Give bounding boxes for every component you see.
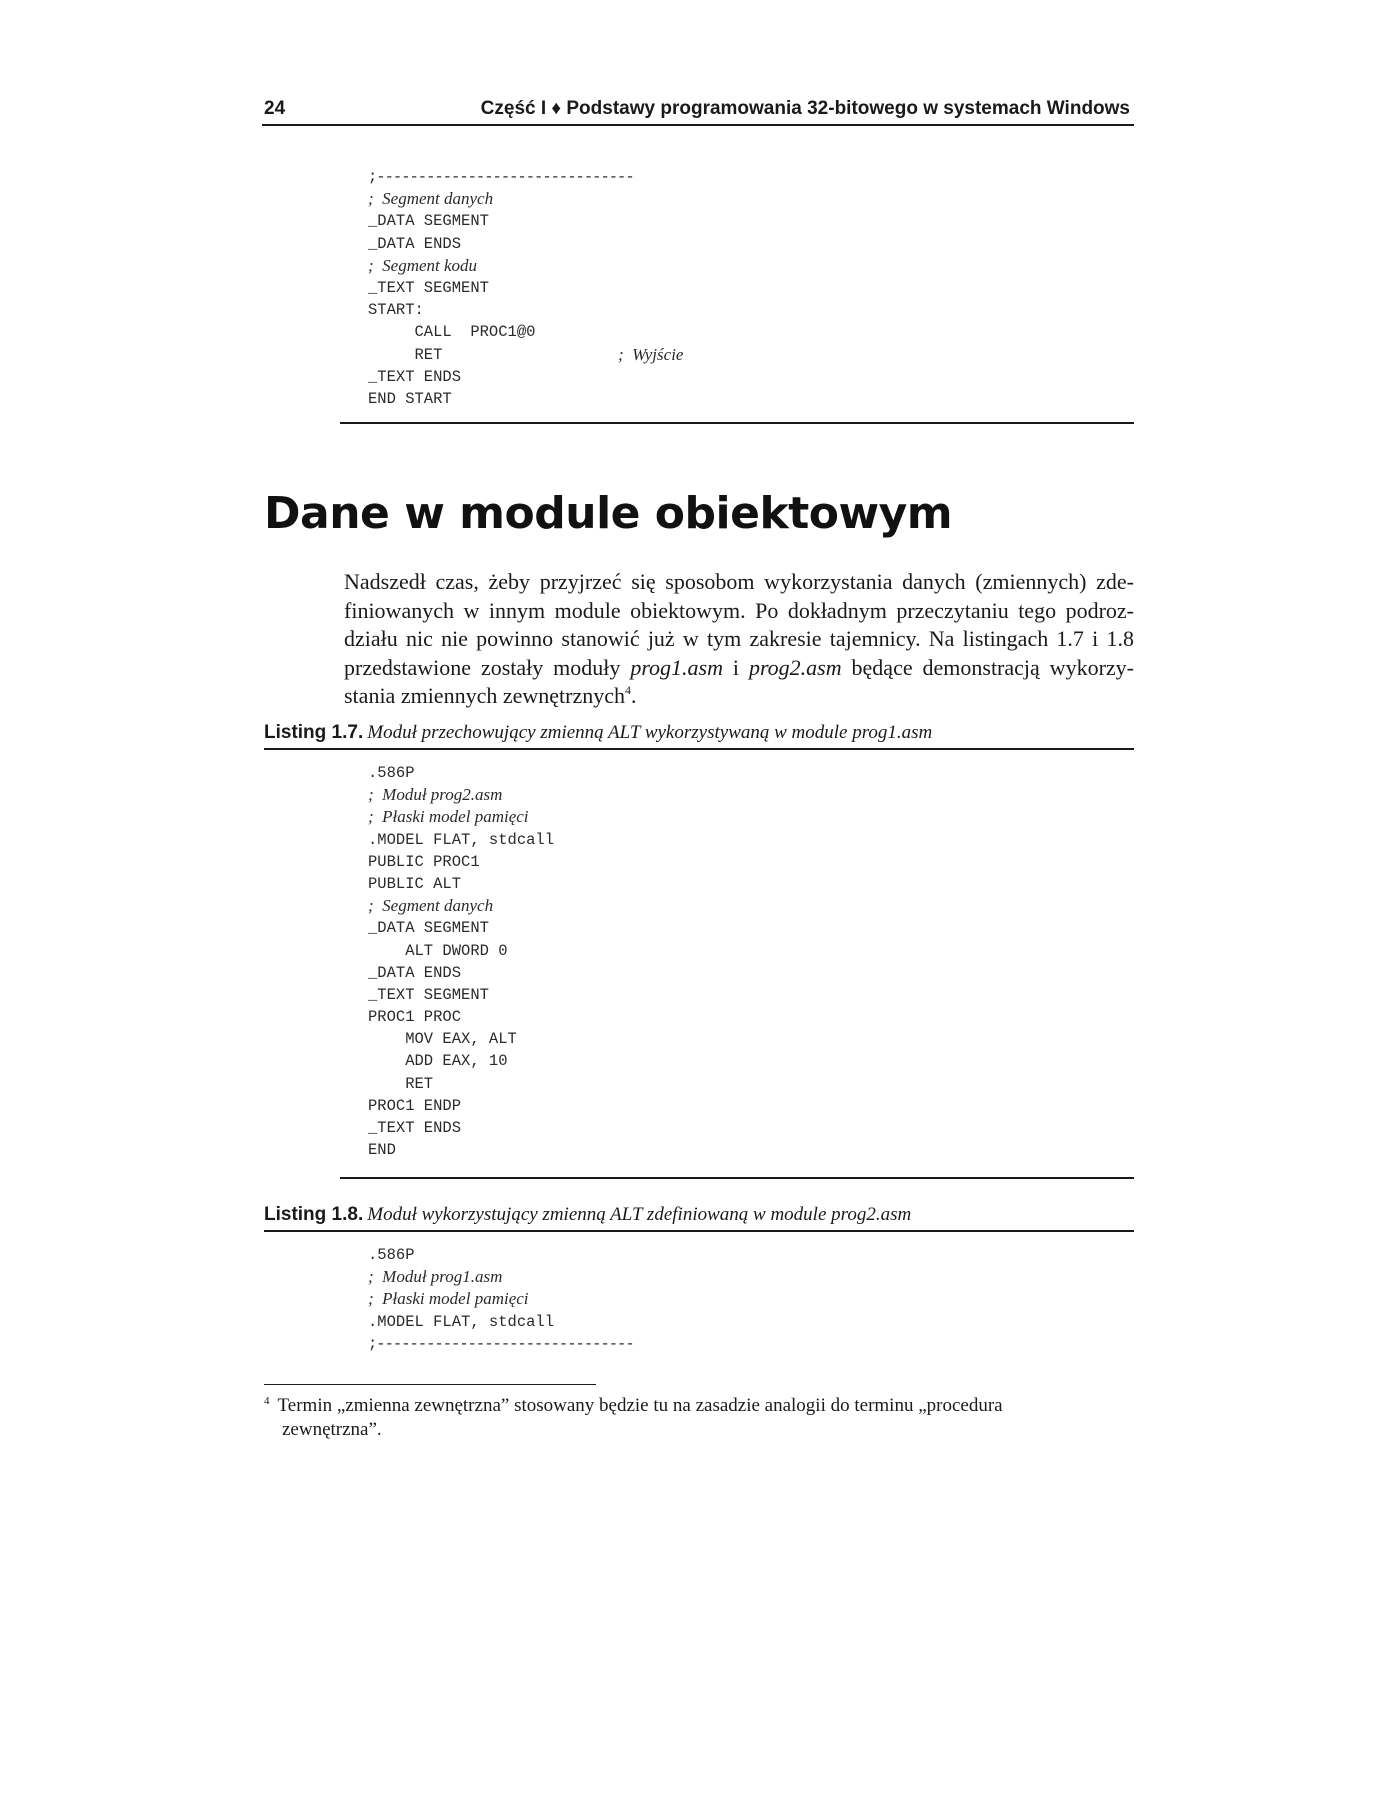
code-line: PROC1 ENDP <box>368 1096 462 1115</box>
code-line: PUBLIC ALT <box>368 874 462 893</box>
footnote-text: Termin „zmienna zewnętrzna” stosowany będzie tu na zasadzie analogii do terminu „procedura <box>277 1395 1003 1416</box>
code-line: _TEXT SEGMENT <box>368 985 489 1004</box>
code-line: ;------------------------------- <box>368 1334 634 1353</box>
code-listing-1-8 <box>368 1244 634 1355</box>
listing-label: Listing 1.8. <box>264 1204 364 1225</box>
footnote-rule <box>264 1384 596 1385</box>
page-number: 24 <box>264 98 286 119</box>
paragraph-line <box>344 682 1134 711</box>
code-comment-line: ; Segment kodu <box>368 255 478 275</box>
paragraph-line: Nadszedł czas, żeby przyjrzeć się sposobom wykorzystania danych (zmiennych) zde- <box>344 569 1134 594</box>
code-line: _TEXT SEGMENT <box>368 278 489 297</box>
code-line: _DATA SEGMENT <box>368 919 489 938</box>
code-line: END <box>368 1141 396 1160</box>
code-line: .MODEL FLAT, stdcall <box>368 1312 555 1331</box>
code-line: _DATA SEGMENT <box>368 212 489 231</box>
code-line: .586P <box>368 1246 415 1264</box>
running-header <box>262 96 1134 126</box>
code-line: _TEXT ENDS <box>368 1119 462 1137</box>
code-line: ADD EAX, 10 <box>368 1052 508 1071</box>
code-line: MOV EAX, ALT <box>368 1030 517 1049</box>
code-line <box>368 344 684 366</box>
listing-caption-text: Moduł przechowujący zmienną ALT wykorzystywaną w module prog1.asm <box>367 722 933 743</box>
code-comment-line: ; Płaski model pamięci <box>368 807 529 827</box>
section-title: Dane w module obiektowym <box>264 488 953 539</box>
listing-caption-text: Moduł wykorzystujący zmienną ALT zdefiniowaną w module prog2.asm <box>367 1204 912 1225</box>
code-comment-line: ; Moduł prog2.asm <box>368 785 503 805</box>
code-comment-line: ; Płaski model pamięci <box>368 1289 529 1309</box>
listing-label: Listing 1.7. <box>264 722 364 743</box>
code-line: _DATA ENDS <box>368 963 462 982</box>
code-line: PROC1 PROC <box>368 1008 462 1027</box>
footnote-ref[interactable]: 4 <box>624 683 631 697</box>
code-line: START: <box>368 301 424 320</box>
file-name: prog1.asm <box>630 654 724 680</box>
body-paragraph <box>344 568 1134 711</box>
listing-caption-1-7 <box>264 722 1134 750</box>
running-title: Część I ♦ Podstawy programowania 32-bitowego w systemach Windows <box>480 98 1130 119</box>
code-line: .MODEL FLAT, stdcall <box>368 830 555 849</box>
code-listing-1-7 <box>368 762 554 1161</box>
code-comment-line: ; Segment danych <box>368 189 494 209</box>
code-inline-comment: ; Wyjście <box>618 344 684 364</box>
code-comment-line: ; Moduł prog1.asm <box>368 1267 503 1287</box>
code-line: PUBLIC PROC1 <box>368 852 480 871</box>
code-line: _DATA ENDS <box>368 234 462 253</box>
footnote <box>264 1394 1124 1442</box>
listing-end-rule <box>340 1177 1134 1179</box>
file-name: prog2.asm <box>748 654 842 680</box>
text-run: . <box>630 683 637 708</box>
code-comment-line: ; Segment danych <box>368 896 494 916</box>
text-run: będące demonstracją wykorzy- <box>841 654 1134 680</box>
code-line: ALT DWORD 0 <box>368 941 508 960</box>
listing-caption-1-8 <box>264 1204 1134 1232</box>
text-run: przedstawione zostały moduły <box>344 654 631 680</box>
paragraph-line: działu nic nie powinno stanowić już w tym zakresie tajemnicy. Na listingach 1.7 i 1.8 <box>344 626 1134 651</box>
paragraph-line <box>344 654 1134 683</box>
text-run: stania zmiennych zewnętrznych <box>344 683 625 708</box>
listing-end-rule <box>340 422 1134 424</box>
code-listing-top <box>368 166 684 410</box>
code-line: END START <box>368 389 452 408</box>
footnote-text: zewnętrzna”. <box>282 1419 382 1440</box>
code-line: _TEXT ENDS <box>368 367 462 386</box>
code-line: CALL PROC1@0 <box>368 323 536 342</box>
code-line: .586P <box>368 764 415 782</box>
code-line: RET <box>368 345 443 364</box>
text-run: i <box>723 654 749 680</box>
code-line: ;------------------------------- <box>368 168 634 186</box>
code-line: RET <box>368 1074 434 1093</box>
paragraph-line: finiowanych w innym module obiektowym. Po dokładnym przeczytaniu tego podroz- <box>344 597 1134 623</box>
footnote-marker: 4 <box>264 1395 270 1407</box>
